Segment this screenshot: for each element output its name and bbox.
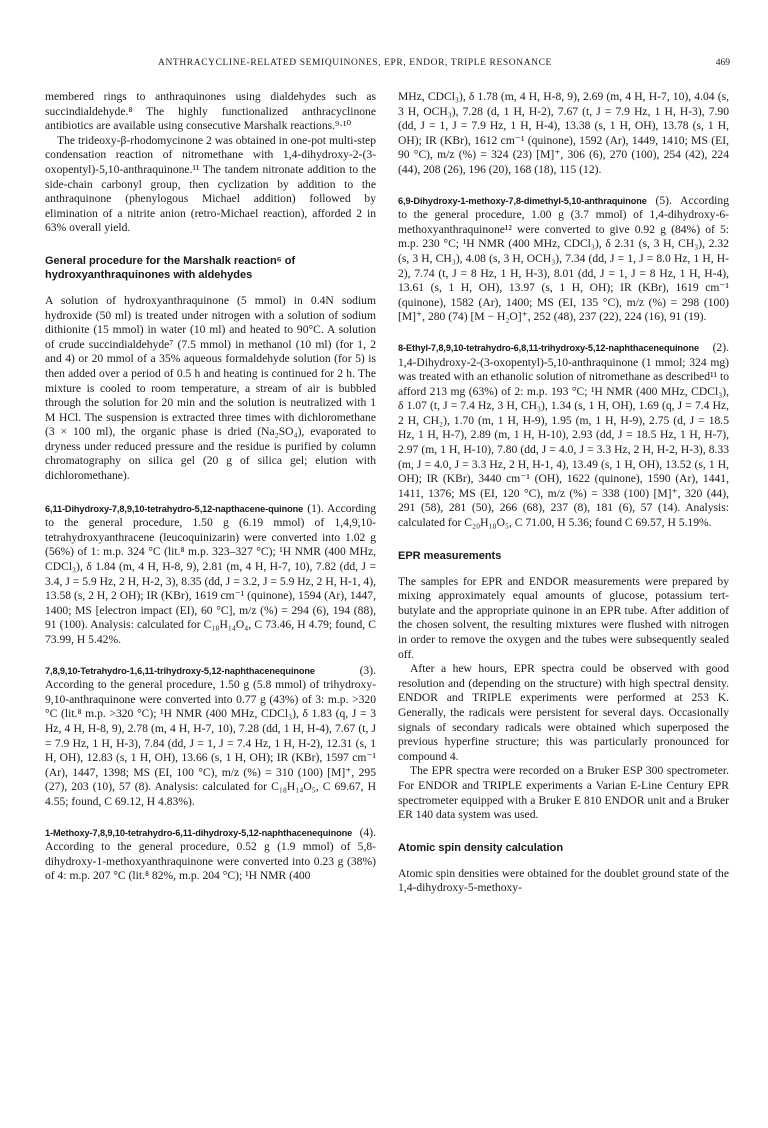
compound-entry-4 [45,826,376,884]
compound-text: (5). According to the general procedure, 1.00 g (3.7 mmol) of 1,4-dihydroxy-6-methoxyanthraquinone¹² were converted to give 0.92 g (84%) of 5: m.p. 230 °C; ¹H NMR (400 MHz, CDCl₃), δ 2.31 (s, 3 H, CH₃), 2.32 (s, 3 H, CH₃), 4.08 (s, 3 H, OCH₃), 7.34 (dd, J = 1, J = 8.0 Hz, 1 H, H-2), 7.74 (t, J = 8 Hz, 1 H, H-3), 8.01 (dd, J = 1, J = 8 Hz, 1 H, H-4), 13.61 (s, 1 H, OH), 13.97 (s, 1 H, OH); IR (KBr), 1619 cm⁻¹ (quinone), 1582 (Ar), 1400; MS (EI, 135 °C), m/z (%) = 298 (100) [M]⁺, 280 (74) [M − H₂O]⁺, 252 (48), 237 (22), 224 (16), 91 (19). [398,193,729,324]
compound-entry-2 [398,341,729,531]
general-procedure-text: A solution of hydroxyanthraquinone (5 mmol) in 0.4N sodium hydroxide (50 ml) is treated under nitrogen with a solution of sodium dithionite (15 mmol) in water (10 ml) and heated to 90°C. A solution of crude succindialdehyde⁷ (7.5 mmol) in methanol (10 ml) (for 1, 2 and 4) or 20 mmol of a 35% aqueous formaldehyde solution (for 5) is then added over a period of 0.5 h and heating is continued for 2 h. The mixture is cooled to room temperature, a stream of air is bubbled through the solution for 20 min and the solution is neutralized with 1 M HCl. The suspension is extracted three times with dichloromethane (3 × 100 ml), the organic phase is dried (Na₂SO₄), evaporated to dryness under reduced pressure and the residue is purified by column chromatography on silica gel (20 g of silica gel; elution with dichloromethane). [45,293,376,483]
spin-density-paragraph: Atomic spin densities were obtained for the doublet ground state of the 1,4-dihydroxy-5-methoxy- [398,866,729,895]
running-header [40,58,730,74]
running-title: ANTHRACYCLINE-RELATED SEMIQUINONES, EPR, ENDOR, TRIPLE RESONANCE [158,58,552,68]
compound-title: 6,11-Dihydroxy-7,8,9,10-tetrahydro-5,12-napthacene-quinone [45,503,304,514]
compound-text: (1). According to the general procedure, 1.50 g (6.19 mmol) of 1,4,9,10-tetrahydroxyanthracene (leucoquinizarin) were converted into 1.02 g (56%) of 1: m.p. 324 °C (lit.⁸ m.p. 323–327 °C); ¹H NMR (400 MHz, CDCl₃), δ 1.84 (m, 4 H, H-8, 9), 2.81 (m, 4 H, H-7, 10), 7.82 (dd, J = 3.4, J = 5.9 Hz, 2 H, H-2, 3), 8.35 (dd, J = 3.2, J = 5.9 Hz, 2 H, H-1, 4), 13.58 (s, 2 H, 2 OH); IR (KBr), 1619 cm⁻¹ (quinone), 1594 (Ar), 1447, 1400; MS [electron impact (EI), 60 °C], m/z (%) = 294 (6), 194 (88), 91 (100). Analysis: calculated for C₁₈H₁₄O₄, C 73.46, H 4.79; found, C 73.99, H 5.42%. [45,501,376,646]
page-number: 469 [715,58,730,68]
intro-paragraph: membered rings to anthraquinones using dialdehydes such as succindialdehyde.⁸ The highly functionalized anthracyclinone antibiotics are available using consecutive Marshalk reactions.⁹·¹⁰ [45,90,376,133]
compound-title: 7,8,9,10-Tetrahydro-1,6,11-trihydroxy-5,12-naphthacenequinone [45,665,315,676]
left-column [45,90,376,884]
section-heading-general-procedure: General procedure for the Marshalk reaction⁶ of hydroxyanthraquinones with aldehydes [45,254,296,281]
section-heading-epr: EPR measurements [398,549,502,562]
compound-entry-3 [45,664,376,810]
compound-title: 1-Methoxy-7,8,9,10-tetrahydro-6,11-dihydroxy-5,12-naphthacenequinone [45,827,353,838]
epr-paragraph: The samples for EPR and ENDOR measurements were prepared by mixing approximately equal amounts of glucose, potassium tert-butylate and the appropriate quinone in an EPR tube. After addition of the chosen solvent, the resulting mixtures were flushed with nitrogen in order to remove the oxygen and the tubes were subsequently sealed off. [398,574,729,661]
compound-text: (3). According to the general procedure, 1.50 g (5.8 mmol) of trihydroxy-9,10-anthraquinone were converted into 0.77 g (43%) of 3: m.p. >320 °C (lit.⁸ m.p. >320 °C); ¹H NMR (400 MHz, CDCl₃), δ 1.83 (q, J = 3 Hz, 4 H, H-8, 9), 2.78 (m, 4 H, H-7, 10), 7.28 (dd, 1 H, H-4), 7.67 (t, J = 7.9 Hz, 1 H, H-3), 7.84 (dd, J = 1, J = 7.4 Hz, 1 H, H-2), 12.31 (s, 1 H, OH), 12.83 (s, 1 H, OH), 13.66 (s, 1 H, OH); IR (KBr), 1597 cm⁻¹ (Ar), 1447, 1398; MS (EI, 100 °C), m/z (%) = 310 (100) [M]⁺, 295 (27), 203 (10), 57 (8). Analysis: calculated for C₁₈H₁₄O₅, C 69.67, H 4.55; found, C 69.12, H 4.83%). [45,663,376,808]
epr-paragraph: After a hew hours, EPR spectra could be observed with good resolution and (depending on the structure) with high spectral density. ENDOR and TRIPLE experiments were performed at 253 K. Generally, the radicals were persistent for several days. Occasionally signals of secondary radicals were obtained which superposed the previous hyperfine structure; this was particularly pronounced for compound 4. [398,662,729,763]
right-column [398,90,729,896]
compound-entry-5 [398,194,729,325]
intro-paragraph: The trideoxy-β-rhodomycinone 2 was obtained in one-pot multi-step condensation reaction of nitromethane with 1,4-dihydroxy-2-(3-oxopentyl)-5,10-anthraquinone.¹¹ The tandem nitronate addition to the side-chain carbonyl group, then cyclization by addition to the anthraquinone (phenylogous Michael addition) followed by elimination of a nitrite anion (retro-Michael reaction), afforded 2 in 63% overall yield. [45,133,376,235]
compound-text: (2). 1,4-Dihydroxy-2-(3-oxopentyl)-5,10-anthraquinone (1 mmol; 324 mg) was treated with an ethanolic solution of nitromethane as described¹¹ to afford 213 mg (63%) of 2: m.p. 193 °C; ¹H NMR (400 MHz, CDCl₃), δ 1.07 (t, J = 7.4 Hz, 3 H, CH₃), 1.34 (s, 1 H, OH), 1.69 (q, J = 7.4 Hz, 2 H, CH₂), 1.70 (m, 1 H, H-9), 1.95 (m, 1 H, H-9), 2.75 (d, J = 18.5 Hz, 1 H, H-7), 2.89 (m, 1 H, H-10), 2.93 (dd, J = 18.5 Hz, 1 H, H-7), 2.97 (m, 1 H, H-10), 7.80 (dd, J = 4.0, J = 3.3 Hz, 2 H, H-2, H-3), 8.33 (m, J = 4.0, J = 3.3 Hz, 2 H, H-1, 4), 13.49 (s, 1 H, OH), 13.52 (s, 1 H, OH); IR (KBr), 3440 cm⁻¹ (OH), 1622 (quinone), 1590 (Ar), 1441, 1411, 1376; MS (EI, 120 °C), m/z (%) = 338 (100) [M]⁺, 320 (44), 291 (58), 281 (50), 266 (68), 237 (8), 181 (6), 57 (14). Analysis: calculated for C₂₀H₁₈O₅, C 71.00, H 5.36; found C 69.57, H 5.19%. [398,340,729,530]
compound-entry-1 [45,502,376,648]
compound-title: 8-Ethyl-7,8,9,10-tetrahydro-6,8,11-trihydroxy-5,12-naphthacenequinone [398,342,699,353]
compound-title: 6,9-Dihydroxy-1-methoxy-7,8-dimethyl-5,10-anthraquinone [398,195,647,206]
compound-entry-4-continued: MHz, CDCl₃), δ 1.78 (m, 4 H, H-8, 9), 2.69 (m, 4 H, H-7, 10), 4.04 (s, 3 H, OCH₃), 7.28 (d, 1 H, H-2), 7.67 (t, J = 7.9 Hz, 1 H, H-3), 7.90 (dd, J = 1, J = 7.9 Hz, 1 H, H-4), 13.38 (s, 1 H, OH), 13.78 (s, 1 H, OH); IR (KBr), 1612 cm⁻¹ (quinone), 1592 (Ar), 1449, 1410; MS (EI, 90 °C), m/z (%) = 324 (23) [M]⁺, 306 (6), 270 (100), 254 (42), 224 (44), 208 (26), 196 (20), 168 (18), 115 (12). [398,90,729,176]
compound-text: (4). According to the general procedure, 0.52 g (1.9 mmol) of 5,8-dihydroxy-1-methoxyanthraquinone were converted into 0.23 g (38%) of 4: m.p. 207 °C (lit.⁸ 82%, m.p. 204 °C); ¹H NMR (400 [45,825,376,883]
epr-paragraph: The EPR spectra were recorded on a Bruker ESP 300 spectrometer. For ENDOR and TRIPLE experiments a Varian E-Line Century EPR spectrometer equipped with a Bruker E 810 ENDOR unit and a Bruker ER 140 data system was used. [398,764,729,822]
section-heading-spin-density: Atomic spin density calculation [398,841,564,854]
